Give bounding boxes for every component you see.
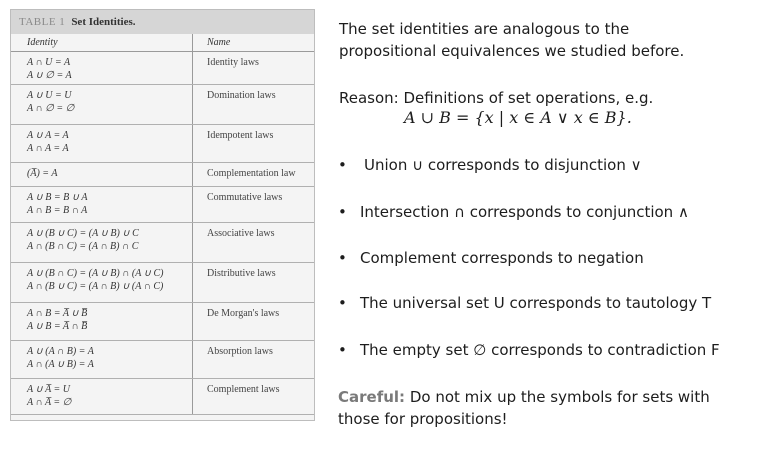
identity-formula: A ∩ B = A̅ ∪ B̅ (27, 308, 88, 319)
careful-note (338, 386, 710, 430)
name-column-header: Name (193, 34, 315, 52)
identity-formula: A ∪ A = A (27, 130, 69, 141)
identity-cell (11, 263, 193, 303)
identity-cell (11, 52, 193, 85)
law-name-cell: Absorption laws (193, 341, 315, 379)
identity-formula: A ∪ (A ∩ B) = A (27, 346, 94, 357)
identity-cell (11, 379, 193, 415)
law-name-cell: Idempotent laws (193, 125, 315, 163)
bullet-dot-icon: • (338, 249, 347, 267)
union-definition-formula: A ∪ B = {x | x ∈ A ∨ x ∈ B}. (404, 108, 632, 127)
identity-formula: A ∩ B = B ∩ A (27, 205, 88, 216)
identity-formula: A ∪ ∅ = A (27, 70, 72, 81)
law-name-cell: Domination laws (193, 85, 315, 125)
law-name-cell: De Morgan's laws (193, 303, 315, 341)
bullet-intersection (338, 203, 689, 221)
identity-column-header: Identity (11, 34, 193, 52)
bullet-empty-set (338, 341, 720, 359)
table-row (11, 263, 314, 303)
identity-formula: A ∩ (B ∪ C) = (A ∩ B) ∪ (A ∩ C) (27, 281, 164, 292)
intro-paragraph (339, 18, 684, 62)
table-row (11, 125, 314, 163)
bullet-text: Union ∪ corresponds to disjunction ∨ (364, 156, 642, 174)
table-row (11, 187, 314, 223)
identity-formula: A ∩ ∅ = ∅ (27, 103, 75, 114)
bullet-text: The empty set ∅ corresponds to contradiction F (360, 341, 720, 359)
law-name-cell: Commutative laws (193, 187, 315, 223)
identity-formula: A ∩ (A ∪ B) = A (27, 359, 94, 370)
table-header-row (11, 34, 314, 52)
table-row (11, 163, 314, 187)
law-name-cell: Associative laws (193, 223, 315, 263)
bullet-text: The universal set U corresponds to tautology T (360, 294, 712, 312)
table-caption (11, 10, 314, 34)
identity-formula: A ∩ (B ∩ C) = (A ∩ B) ∩ C (27, 241, 139, 252)
careful-text-1: Do not mix up the symbols for sets with (409, 388, 710, 406)
identity-cell (11, 223, 193, 263)
table-title: Set Identities. (71, 16, 136, 28)
table-row (11, 303, 314, 341)
identity-formula: A ∪ A̅ = U (27, 384, 70, 395)
identity-formula: A ∪ (B ∩ C) = (A ∪ B) ∩ (A ∪ C) (27, 268, 164, 279)
identity-formula: A ∪ B = B ∪ A (27, 192, 88, 203)
intro-line-1: The set identities are analogous to the (339, 20, 630, 38)
bullet-dot-icon: • (338, 341, 347, 359)
careful-label: Careful: (338, 388, 406, 406)
bullet-universal-set (338, 294, 711, 312)
identity-formula: A ∩ A = A (27, 143, 69, 154)
identity-formula: A ∪ (B ∪ C) = (A ∪ B) ∪ C (27, 228, 139, 239)
law-name-cell: Complement laws (193, 379, 315, 415)
identity-cell (11, 163, 193, 187)
bullet-union (338, 156, 642, 174)
table-number: TABLE 1 (19, 16, 66, 28)
bullet-text: Intersection ∩ corresponds to conjunction ∧ (360, 203, 689, 221)
identity-formula: A ∩ A̅ = ∅ (27, 397, 72, 408)
identity-formula: A ∪ U = U (27, 90, 72, 101)
identity-cell (11, 125, 193, 163)
identity-cell (11, 303, 193, 341)
careful-text-2: those for propositions! (338, 410, 508, 428)
law-name-cell: Identity laws (193, 52, 315, 85)
identity-formula: A ∩ U = A (27, 57, 71, 68)
bullet-complement (338, 249, 644, 267)
set-identities-table (10, 9, 315, 421)
reason-text: Reason: Definitions of set operations, e.g. (339, 89, 654, 107)
identities-grid (11, 34, 314, 415)
intro-line-2: propositional equivalences we studied before. (339, 42, 685, 60)
bullet-dot-icon: • (338, 294, 347, 312)
law-name-cell: Complementation law (193, 163, 315, 187)
bullet-dot-icon: • (338, 203, 347, 221)
identity-cell (11, 85, 193, 125)
table-row (11, 379, 314, 415)
identity-formula: (A̅) = A (27, 168, 58, 179)
table-row (11, 52, 314, 85)
bullet-text: Complement corresponds to negation (360, 249, 644, 267)
identity-cell (11, 341, 193, 379)
identity-cell (11, 187, 193, 223)
table-row (11, 85, 314, 125)
table-body (11, 52, 314, 415)
law-name-cell: Distributive laws (193, 263, 315, 303)
identity-formula: A ∪ B = A̅ ∩ B̅ (27, 321, 88, 332)
table-row (11, 341, 314, 379)
table-row (11, 223, 314, 263)
bullet-dot-icon: • (338, 156, 347, 174)
